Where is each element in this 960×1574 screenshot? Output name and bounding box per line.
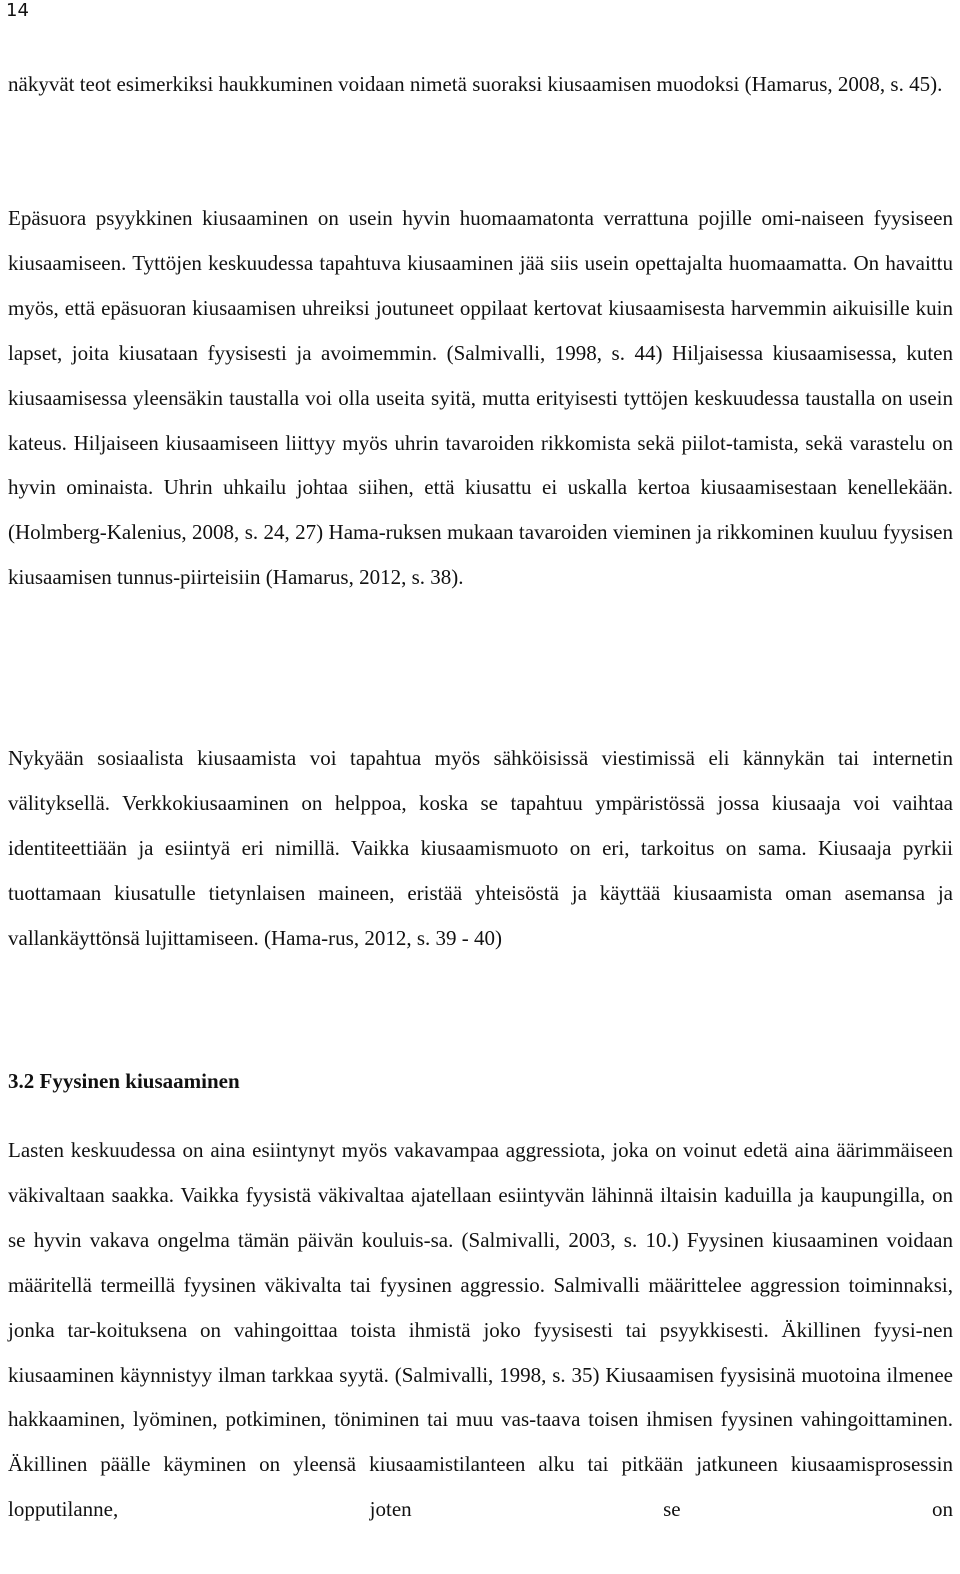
page-number: 14 [6, 0, 29, 21]
paragraph-verbal-bullying-end: näkyvät teot esimerkiksi haukkuminen voidaan nimetä suoraksi kiusaamisen muodoksi (Hamarus, 2008, s. 45). [8, 72, 943, 96]
paragraph-indirect-psychological-bullying: Epäsuora psyykkinen kiusaaminen on usein hyvin huomaamatonta verrattuna pojille omi-naiseen fyysiseen kiusaamiseen. Tyttöjen keskuudessa tapahtuva kiusaaminen jää siis usein opettajalta huomaamatta. On havaittu myös, että epäsuoran kiusaamisen uhreiksi joutuneet oppilaat kertovat kiusaamisesta harvemmin aikuisille kuin lapset, joita kiusataan fyysisesti ja avoimemmin. (Salmivalli, 1998, s. 44) Hiljaisessa kiusaamisessa, kuten kiusaamisessa yleensäkin taustalla voi olla useita syitä, mutta erityisesti tyttöjen keskuudessa taustalla on usein kateus. Hiljaiseen kiusaamiseen liittyy myös uhrin tavaroiden rikkomista sekä piilot-tamista, sekä varastelu on hyvin ominaista. Uhrin uhkailu johtaa siihen, että kiusattu ei uskalla kertoa kiusaamisestaan kenellekään. (Holmberg-Kalenius, 2008, s. 24, 27) Hama-ruksen mukaan tavaroiden vieminen ja rikkominen kuuluu fyysisen kiusaamisen tunnus-piirteisiin (Hamarus, 2012, s. 38). [8, 206, 953, 590]
section-heading-physical-bullying: 3.2 Fyysinen kiusaaminen [8, 1069, 240, 1093]
paragraph-social-cyberbullying: Nykyään sosiaalista kiusaamista voi tapahtua myös sähköisissä viestimissä eli kännykän tai internetin välityksellä. Verkkokiusaaminen on helppoa, koska se tapahtuu ympäristössä jossa kiusaaja voi vaihtaa identiteettiään ja esiintyä eri nimillä. Vaikka kiusaamismuoto on eri, tarkoitus on sama. Kiusaaja pyrkii tuottamaan kiusatulle tietynlaisen maineen, eristää yhteisöstä ja käyttää kiusaamista oman asemansa ja vallankäyttönsä lujittamiseen. (Hama-rus, 2012, s. 39 - 40) [8, 746, 953, 950]
paragraph-physical-bullying: Lasten keskuudessa on aina esiintynyt myös vakavampaa aggressiota, joka on voinut edetä aina äärimmäiseen väkivaltaan saakka. Vaikka fyysistä väkivaltaa ajatellaan esiintyvän lähinnä iltaisin kaduilla ja kaupungilla, on se hyvin vakava ongelma tämän päivän kouluis-sa. (Salmivalli, 2003, s. 10.) Fyysinen kiusaaminen voidaan määritellä termeillä fyysinen väkivalta tai fyysinen aggressio. Salmivalli määrittelee aggression toiminnaksi, jonka tar-koituksena on vahingoittaa toista ihmistä joko fyysisesti tai psyykkisesti. Äkillinen fyysi-nen kiusaaminen käynnistyy ilman tarkkaa syytä. (Salmivalli, 1998, s. 35) Kiusaamisen fyysisinä muotoina ilmenee hakkaaminen, lyöminen, potkiminen, töniminen tai muu vas-taava toisen ihmisen fyysinen vahingoittaminen. Äkillinen päälle käyminen on yleensä kiusaamistilanteen alku tai pitkään jatkuneen kiusaamisprosessin lopputilanne, joten se on [8, 1138, 953, 1522]
